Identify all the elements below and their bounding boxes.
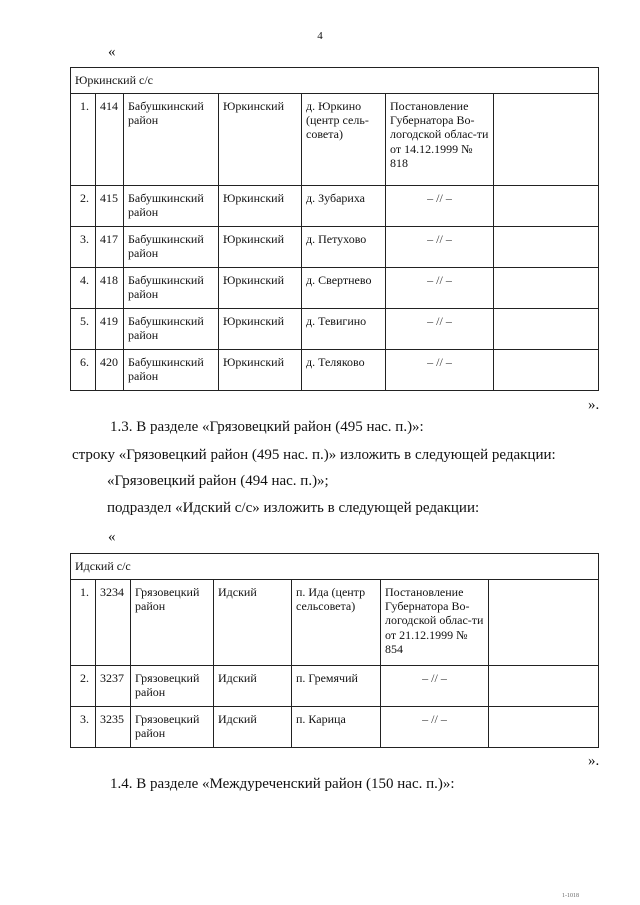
table-row <box>71 666 599 707</box>
legal-document: Постановление Губернатора Во-логодской облас-ти от 14.12.1999 № 818 <box>386 94 494 186</box>
extra-cell <box>489 666 599 707</box>
extra-cell <box>489 580 599 666</box>
extra-cell <box>494 309 599 350</box>
council-name: Идский <box>214 580 292 666</box>
paragraph-line: «Грязовецкий район (494 нас. п.)»; <box>107 473 329 489</box>
council-name: Юркинский <box>219 94 302 186</box>
settlement-code: 3235 <box>96 707 131 748</box>
row-number: 2. <box>71 186 96 227</box>
council-name: Идский <box>214 707 292 748</box>
legal-document: – // – <box>381 666 489 707</box>
scan-mark: 1-1018 <box>562 893 579 899</box>
settlement-code: 415 <box>96 186 124 227</box>
settlement-name: д. Тевигино <box>302 309 386 350</box>
district-name: Бабушкинский район <box>124 309 219 350</box>
row-number: 5. <box>71 309 96 350</box>
settlement-code: 420 <box>96 350 124 391</box>
row-number: 3. <box>71 227 96 268</box>
open-quote: « <box>108 529 116 545</box>
table-section-header: Юркинский с/с <box>71 68 599 94</box>
council-name: Юркинский <box>219 268 302 309</box>
table-row <box>71 309 599 350</box>
district-name: Бабушкинский район <box>124 94 219 186</box>
legal-document: – // – <box>386 268 494 309</box>
legal-document: – // – <box>386 309 494 350</box>
district-name: Грязовецкий район <box>131 580 214 666</box>
legal-document: – // – <box>386 350 494 391</box>
settlement-name: п. Гремячий <box>292 666 381 707</box>
table-row <box>71 350 599 391</box>
table-row <box>71 580 599 666</box>
settlement-name: д. Свертнево <box>302 268 386 309</box>
settlement-name: д. Теляково <box>302 350 386 391</box>
settlement-code: 417 <box>96 227 124 268</box>
settlement-code: 414 <box>96 94 124 186</box>
row-number: 2. <box>71 666 96 707</box>
council-name: Юркинский <box>219 309 302 350</box>
row-number: 1. <box>71 94 96 186</box>
settlement-code: 3237 <box>96 666 131 707</box>
settlement-code: 3234 <box>96 580 131 666</box>
legal-document: Постановление Губернатора Во-логодской облас-ти от 21.12.1999 № 854 <box>381 580 489 666</box>
settlement-name: д. Петухово <box>302 227 386 268</box>
row-number: 3. <box>71 707 96 748</box>
district-name: Бабушкинский район <box>124 350 219 391</box>
settlement-name: д. Зубариха <box>302 186 386 227</box>
settlement-name: п. Ида (центр сельсовета) <box>292 580 381 666</box>
council-name: Юркинский <box>219 350 302 391</box>
settlement-name: д. Юркино (центр сель-совета) <box>302 94 386 186</box>
extra-cell <box>494 94 599 186</box>
legal-document: – // – <box>381 707 489 748</box>
table-row <box>71 186 599 227</box>
district-name: Бабушкинский район <box>124 227 219 268</box>
row-number: 4. <box>71 268 96 309</box>
legal-document: – // – <box>386 227 494 268</box>
council-name: Юркинский <box>219 186 302 227</box>
close-quote: ». <box>588 753 600 769</box>
paragraph-1-4: 1.4. В разделе «Междуреченский район (150 нас. п.)»: <box>110 776 455 792</box>
district-name: Бабушкинский район <box>124 268 219 309</box>
table-row <box>71 707 599 748</box>
page-number: 4 <box>317 30 323 42</box>
paragraph-line: подраздел «Идский с/с» изложить в следующей редакции: <box>107 500 480 516</box>
row-number: 1. <box>71 580 96 666</box>
district-name: Бабушкинский район <box>124 186 219 227</box>
paragraph-line: строку «Грязовецкий район (495 нас. п.)» изложить в следующей редакции: <box>72 447 556 463</box>
table-row <box>71 94 599 186</box>
row-number: 6. <box>71 350 96 391</box>
close-quote: ». <box>588 397 600 413</box>
extra-cell <box>494 186 599 227</box>
table-section-header: Идский с/с <box>71 554 599 580</box>
settlement-name: п. Карица <box>292 707 381 748</box>
settlement-code: 418 <box>96 268 124 309</box>
table-row <box>71 268 599 309</box>
settlements-table-yurkino <box>70 67 599 391</box>
settlement-code: 419 <box>96 309 124 350</box>
paragraph-1-3: 1.3. В разделе «Грязовецкий район (495 нас. п.)»: <box>110 419 424 435</box>
legal-document: – // – <box>386 186 494 227</box>
district-name: Грязовецкий район <box>131 707 214 748</box>
council-name: Юркинский <box>219 227 302 268</box>
extra-cell <box>489 707 599 748</box>
table-row <box>71 227 599 268</box>
district-name: Грязовецкий район <box>131 666 214 707</box>
open-quote: « <box>108 44 116 60</box>
council-name: Идский <box>214 666 292 707</box>
extra-cell <box>494 268 599 309</box>
extra-cell <box>494 350 599 391</box>
extra-cell <box>494 227 599 268</box>
settlements-table-idsky <box>70 553 599 748</box>
